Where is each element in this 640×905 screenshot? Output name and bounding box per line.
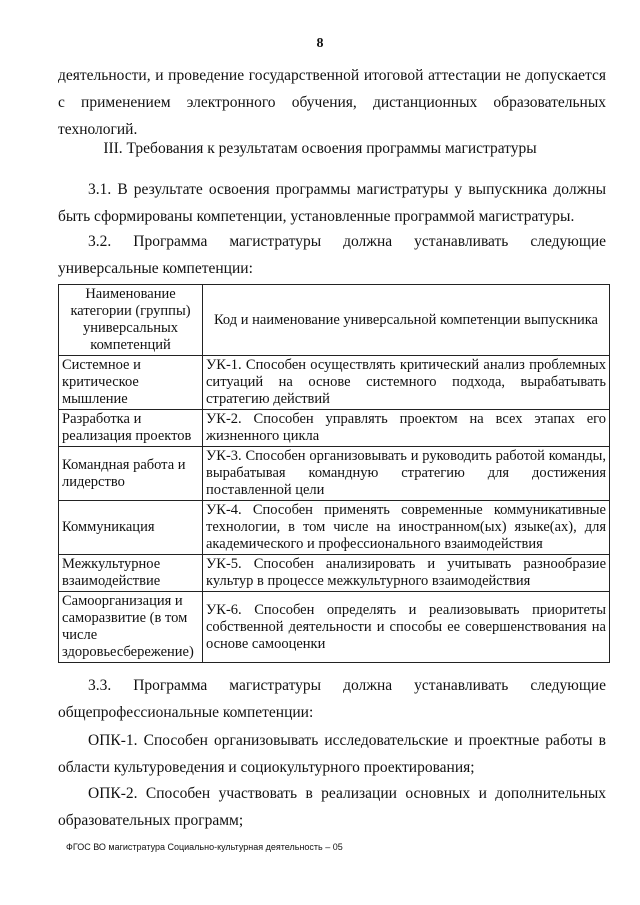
section-heading: III. Требования к результатам освоения программы магистратуры bbox=[103, 140, 537, 157]
word: Программа bbox=[133, 677, 208, 694]
paragraph-3-1: 3.1. В результате освоения программы магистратуры у выпускника должны быть сформированы компетенции, установленные программой магистратуры. bbox=[58, 181, 606, 225]
word: устанавливать bbox=[414, 677, 509, 694]
table-row bbox=[59, 447, 610, 501]
table-row bbox=[59, 356, 610, 410]
table-cell-competence: УК-1. Способен осуществлять критический анализ проблемных ситуаций на основе системного подхода, вырабатывать стратегию действий bbox=[203, 356, 610, 410]
table-row bbox=[59, 501, 610, 555]
table-cell-category: Межкультурное взаимодействие bbox=[59, 555, 203, 592]
table-cell-competence: УК-4. Способен применять современные коммуникативные технологии, в том числе на иностранном(ых) языке(ах), для академического и профессионального взаимодействия bbox=[203, 501, 610, 555]
paragraph-3-3-continuation: общепрофессиональные компетенции: bbox=[58, 704, 314, 721]
word: 3.3. bbox=[88, 677, 112, 694]
table-row bbox=[59, 410, 610, 447]
competences-table bbox=[58, 284, 610, 663]
word: магистратуры bbox=[229, 677, 322, 694]
paragraph-3-3 bbox=[88, 672, 606, 699]
table-row bbox=[59, 555, 610, 592]
table-row bbox=[59, 592, 610, 663]
table-cell-competence: УК-6. Способен определять и реализовывать приоритеты собственной деятельности и способы ее совершенствования на основе самооценки bbox=[203, 592, 610, 663]
footer: ФГОС ВО магистратура Социально-культурная деятельность – 05 bbox=[66, 842, 343, 852]
word: должна bbox=[343, 677, 393, 694]
table-cell-category: Коммуникация bbox=[59, 501, 203, 555]
table-cell-category: Самоорганизация и саморазвитие (в том числе здоровьесбережение) bbox=[59, 592, 203, 663]
table-header-category: Наименование категории (группы) универсальных компетенций bbox=[59, 285, 203, 356]
intro-paragraph: деятельности, и проведение государственной итоговой аттестации не допускается с применением электронного обучения, дистанционных образовательных технологий. bbox=[58, 67, 606, 138]
table-cell-competence: УК-2. Способен управлять проектом на всех этапах его жизненного цикла bbox=[203, 410, 610, 447]
table-header-competence: Код и наименование универсальной компетенции выпускника bbox=[203, 285, 610, 356]
table-cell-category: Командная работа и лидерство bbox=[59, 447, 203, 501]
paragraph-opk-1: ОПК-1. Способен организовывать исследовательские и проектные работы в области культуроведения и социокультурного проектирования; bbox=[58, 732, 606, 776]
word: следующие bbox=[530, 677, 606, 694]
paragraph-3-2: 3.2. Программа магистратуры должна устанавливать следующие универсальные компетенции: bbox=[58, 233, 606, 277]
table-header-row bbox=[59, 285, 610, 356]
paragraph-opk-2: ОПК-2. Способен участвовать в реализации основных и дополнительных образовательных программ; bbox=[58, 785, 606, 829]
table-cell-category: Системное и критическое мышление bbox=[59, 356, 203, 410]
table-cell-competence: УК-5. Способен анализировать и учитывать разнообразие культур в процессе межкультурного взаимодействия bbox=[203, 555, 610, 592]
page-number: 8 bbox=[316, 36, 324, 51]
table-cell-category: Разработка и реализация проектов bbox=[59, 410, 203, 447]
table-cell-competence: УК-3. Способен организовывать и руководить работой команды, вырабатывая командную стратегию для достижения поставленной цели bbox=[203, 447, 610, 501]
paragraph-3-3-first-line bbox=[88, 672, 606, 699]
